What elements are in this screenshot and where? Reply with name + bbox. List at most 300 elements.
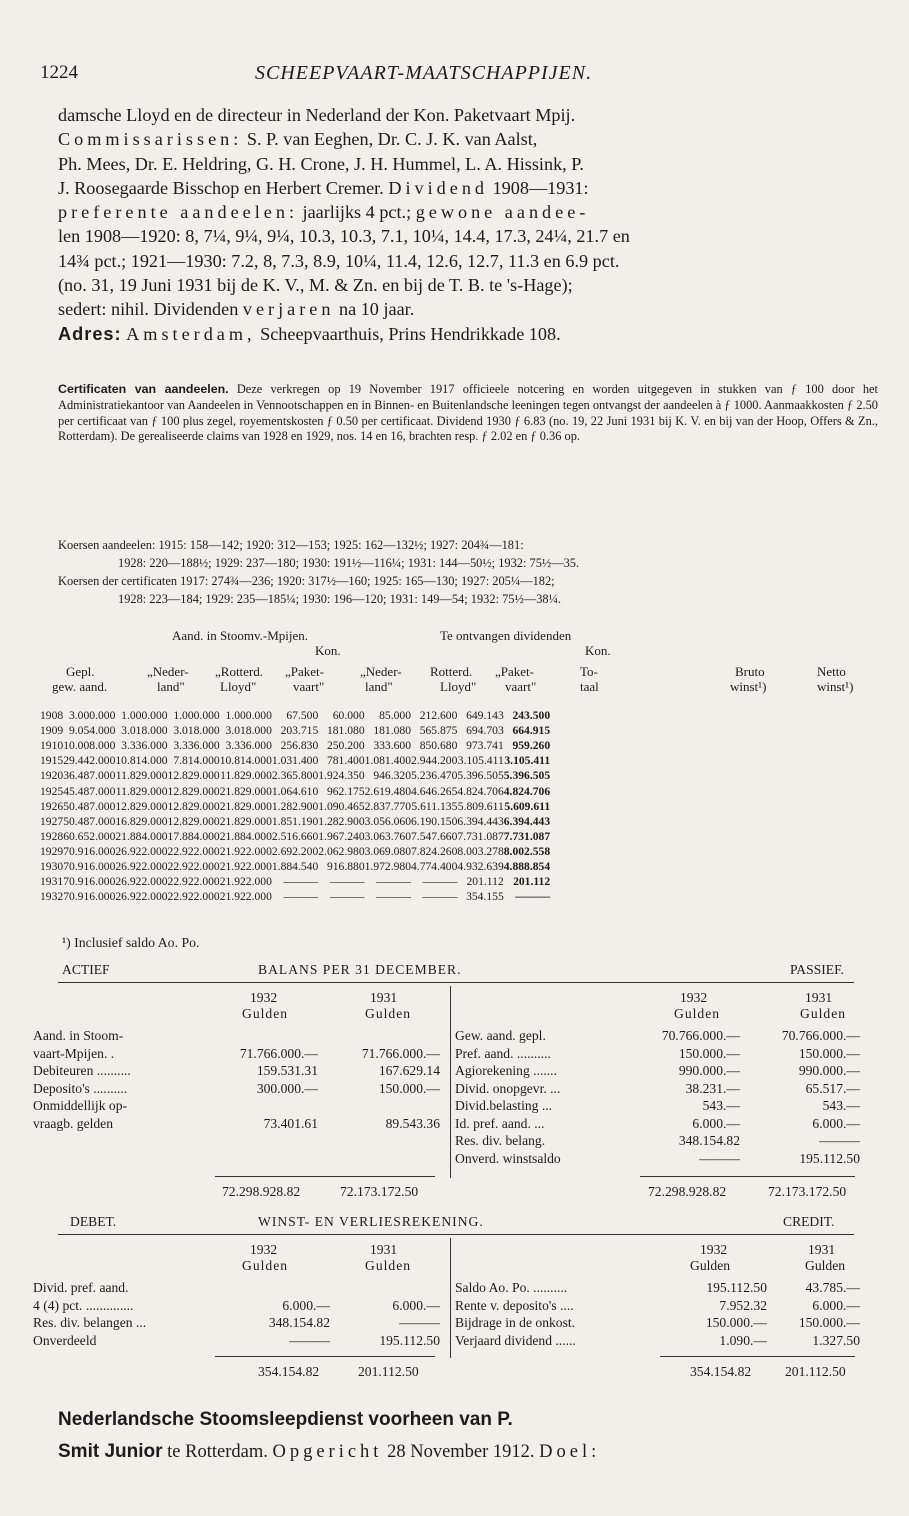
table-row (40, 814, 550, 829)
table-row (40, 723, 550, 738)
table-row (40, 889, 550, 904)
table-cell: 26.922.000 (115, 844, 168, 858)
table-cell: 3.018.000 (173, 724, 220, 738)
sheet-row-label: Res. div. belang. (455, 1133, 546, 1148)
table-cell: 2.619.480 (364, 784, 411, 798)
page-number: 1224 (40, 62, 78, 83)
column-header: „Rotterd. (215, 664, 264, 679)
table-cell: 1928 (40, 829, 64, 843)
sheet-row-value: 70.766.000.— (781, 1028, 860, 1043)
certificates-heading: Certificaten van aandeelen. (58, 382, 229, 396)
sheet-row-label: vaart-Mpijen. . (33, 1045, 115, 1061)
table-cell: 67.500 (286, 709, 319, 723)
column-header: vaart" (293, 679, 325, 694)
price-line: Koersen aandeelen: 1915: 158—142; 1920: 312—153; 1925: 162—132½; 1927: 204¾—181: (58, 538, 524, 552)
table-cell: 3.336.000 (225, 739, 272, 753)
table-cell: 3.105.411 (457, 754, 504, 768)
table-cell: 21.829.000 (219, 799, 272, 813)
sheet-row-value: 38.231.— (685, 1080, 740, 1096)
group-subheader: Kon. (585, 643, 611, 658)
table-cell: ——— (376, 875, 411, 889)
column-header: To- (580, 664, 598, 679)
total-value: 201.112.50 (358, 1364, 419, 1379)
table-cell: 1929 (40, 844, 64, 858)
table-cell: 256.830 (280, 739, 319, 753)
certificates-text: Deze verkregen op 19 November 1917 officieele notcering en worden uitgegeven in stukken van ƒ 100 door het Administratiekantoor van Aandeelen in Vennootschappen en in Binnen- en Buitenlandsche leeningen tegen ontvangst der aandeelen à ƒ 1000. Aanmaakkosten ƒ 2.50 per certificaat van ƒ 100 plus zegel, royementskosten ƒ 0.50 per certificaat. Dividend 1930 ƒ 6.83 (no. 19, 22 Juni 1931 bij K. V. en bij van der Hoop, Offers & Zn., Rotterdam). De gerealiseerde claims van 1928 en 1929, nos. 14 en 16, brachten resp. ƒ 2.02 en ƒ 0.36 op. (58, 382, 878, 444)
table-cell: 565.875 (419, 724, 458, 738)
lead-line: (no. 31, 19 Juni 1931 bij de K. V., M. & Zn. en bij de T. B. te 's-Hage); (58, 275, 573, 296)
table-cell: 70.916.000 (63, 890, 116, 904)
table-cell: 649.143 (466, 709, 504, 723)
unit-label: Gulden (242, 1006, 289, 1021)
total-rule (640, 1176, 855, 1177)
sheet-row-label: Deposito's .......... (33, 1080, 128, 1096)
table-cell: 1920 (40, 769, 64, 783)
table-cell: 5.809.611 (457, 799, 504, 813)
table-cell: 21.884.000 (115, 829, 168, 843)
sheet-row-value: 195.112.50 (799, 1150, 860, 1166)
table-row (40, 783, 550, 798)
table-cell: 26.922.000 (115, 875, 168, 889)
price-line: Koersen der certificaten 1917: 274¾—236; 1920: 317½—160; 1925: 165—130; 1927: 205¼—182; (58, 574, 555, 588)
table-cell: 2.837.770 (364, 799, 411, 813)
table-cell: 8.003.278 (457, 844, 504, 858)
sheet-row-label: Res. div. belangen ... (33, 1315, 147, 1330)
table-cell: ——— (283, 890, 319, 904)
table-cell: 45.487.000 (63, 784, 116, 798)
table-cell: 5.396.505 (503, 769, 551, 783)
sheet-row-value: 159.531.31 (256, 1063, 318, 1078)
unit-label: Gulden (690, 1258, 731, 1273)
table-cell: 1930 (40, 859, 64, 873)
table-cell: 12.829.000 (167, 814, 220, 828)
table-cell: 3.018.000 (225, 724, 272, 738)
table-cell: 1909 (40, 724, 64, 738)
next-company-entry: Nederlandsche Stoomsleepdienst voorheen van P. Smit Junior te Rotterdam. Opgericht 28 November 1912. Doel: (58, 1409, 601, 1462)
unit-label: Gulden (365, 1258, 412, 1273)
sheet-title: BALANS PER 31 DECEMBER. (258, 962, 462, 977)
table-cell: 201.112 (466, 875, 504, 889)
table-cell: 354.155 (466, 890, 504, 904)
sheet-row-label: Aand. in Stoom- (33, 1028, 124, 1043)
year-label: 1931 (805, 990, 833, 1005)
table-cell: 1910 (40, 739, 64, 753)
year-label: 1931 (370, 990, 398, 1005)
lead-line: Commissarissen: S. P. van Eeghen, Dr. C. J. K. van Aalst, (58, 129, 538, 150)
table-cell: 5.611.135 (411, 799, 458, 813)
table-cell: 10.814.000 (219, 754, 272, 768)
table-cell: 959.260 (512, 739, 551, 753)
sheet-row-label: Agiorekening ....... (455, 1063, 557, 1078)
table-cell: 6.190.150 (411, 814, 458, 828)
company-info (58, 103, 878, 346)
table-cell: 21.829.000 (219, 814, 272, 828)
sheet-row-label: Pref. aand. .......... (455, 1045, 551, 1061)
sheet-row-label: Gew. aand. gepl. (455, 1028, 546, 1043)
year-label: 1932 (250, 1242, 278, 1257)
table-cell: 12.829.000 (167, 784, 220, 798)
table-cell: 1.090.465 (318, 799, 365, 813)
sheet-row-label: Divid.belasting ... (455, 1098, 553, 1113)
table-cell: 10.814.000 (115, 754, 168, 768)
lead-line: 14¾ pct.; 1921—1930: 7.2, 8, 7.3, 8.9, 10¼, 11.4, 12.6, 12.7, 11.3 en 6.9 pct. (58, 250, 620, 271)
table-cell: 243.500 (512, 709, 551, 723)
table-cell: 1.000.000 (121, 709, 168, 723)
table-cell: ——— (422, 890, 458, 904)
sheet-row-value: 543.— (822, 1098, 860, 1113)
sheet-row-value: 6.000.— (282, 1297, 330, 1313)
sheet-row-value: 1.090.— (719, 1332, 767, 1348)
table-cell: ——— (376, 890, 411, 904)
year-label: 1932 (680, 990, 708, 1005)
footnote: ¹) Inclusief saldo Ao. Po. (62, 935, 200, 950)
sheet-row-value: 348.154.82 (268, 1315, 330, 1330)
table-cell: 60.000 (332, 709, 365, 723)
balance-sheet (0, 962, 909, 1212)
sheet-divider (450, 1238, 451, 1358)
table-cell: 181.080 (373, 724, 411, 738)
table-cell: 4.646.265 (411, 784, 458, 798)
table-cell: 26.922.000 (115, 859, 168, 873)
group-header: Aand. in Stoomv.-Mpijen. (172, 628, 309, 643)
table-cell: 2.365.800 (271, 769, 319, 783)
table-cell: 201.112 (513, 875, 551, 889)
sheet-row-value: 7.952.32 (719, 1297, 767, 1313)
table-cell: 17.884.000 (167, 829, 220, 843)
sheet-rule (58, 982, 854, 983)
profit-loss-account (0, 1214, 909, 1384)
total-value: 354.154.82 (258, 1364, 320, 1379)
unit-label: Gulden (800, 1006, 847, 1021)
table-cell: 21.922.000 (219, 890, 272, 904)
table-cell: 1.282.900 (318, 814, 365, 828)
year-label: 1932 (250, 990, 278, 1005)
sheet-row-value: ——— (819, 1133, 860, 1148)
total-value: 72.173.172.50 (768, 1184, 847, 1199)
year-label: 1932 (700, 1242, 728, 1257)
sheet-row-label: Id. pref. aand. ... (455, 1115, 545, 1131)
company-name: Smit Junior (58, 1441, 163, 1462)
column-header: Gepl. (66, 664, 95, 679)
table-row (40, 708, 550, 723)
table-cell: 850.680 (419, 739, 458, 753)
table-cell: 3.336.000 (173, 739, 220, 753)
table-cell: 29.442.000 (63, 754, 116, 768)
certificates-paragraph (58, 382, 878, 445)
table-cell: 70.916.000 (63, 844, 116, 858)
table-cell: 21.829.000 (219, 784, 272, 798)
sheet-row-value: 543.— (702, 1098, 740, 1113)
table-cell: 212.600 (419, 709, 458, 723)
price-line: 1928: 223—184; 1929: 235—185¼; 1930: 196—120; 1931: 149—54; 1932: 75½—38¼. (118, 592, 561, 606)
table-cell: ——— (329, 890, 365, 904)
table-cell: 2.692.200 (271, 844, 319, 858)
unit-label: Gulden (674, 1006, 721, 1021)
table-cell: 664.915 (512, 724, 551, 738)
unit-label: Gulden (805, 1258, 846, 1273)
group-header: Te ontvangen dividenden (440, 628, 572, 643)
table-cell: 3.018.000 (121, 724, 168, 738)
table-cell: 694.703 (466, 724, 504, 738)
table-row (40, 829, 550, 844)
table-row (40, 844, 550, 859)
table-cell: 7.547.660 (411, 829, 458, 843)
table-cell: 36.487.000 (63, 769, 116, 783)
table-cell: 333.600 (373, 739, 411, 753)
table-cell: 21.922.000 (219, 875, 272, 889)
sheet-row-value: 43.785.— (805, 1280, 860, 1295)
sheet-row-value: ——— (699, 1150, 740, 1166)
sheet-row-label: vraagb. gelden (33, 1115, 114, 1131)
sheet-row-value: 195.112.50 (379, 1332, 440, 1348)
table-cell: ——— (515, 890, 551, 904)
table-cell: 7.731.087 (457, 829, 504, 843)
lead-line: Ph. Mees, Dr. E. Heldring, G. H. Crone, J. H. Hummel, L. A. Hissink, P. (58, 153, 584, 174)
table-cell: 3.063.760 (364, 829, 411, 843)
sheet-row-value: 167.629.14 (378, 1063, 440, 1078)
table-cell: 203.715 (280, 724, 319, 738)
table-cell: 946.320 (373, 769, 411, 783)
table-cell: 21.922.000 (219, 844, 272, 858)
total-rule (660, 1356, 855, 1357)
table-cell: 12.829.000 (167, 799, 220, 813)
sheet-row-value: 990.000.— (798, 1063, 860, 1078)
sheet-row-label: Verjaard dividend ...... (455, 1332, 576, 1348)
table-cell: 1.031.400 (271, 754, 319, 768)
table-cell: 50.487.000 (63, 814, 116, 828)
sheet-row-label: Onmiddellijk op- (33, 1098, 128, 1113)
running-title: SCHEEPVAART-MAATSCHAPPIJEN. (255, 62, 593, 84)
table-cell: 16.829.000 (115, 814, 168, 828)
table-row (40, 859, 550, 874)
total-rule (215, 1176, 435, 1177)
table-cell: 1926 (40, 799, 64, 813)
company-name: Nederlandsche Stoomsleepdienst voorheen van P. (58, 1409, 513, 1430)
table-cell: 1.972.980 (364, 859, 411, 873)
table-cell: 1931 (40, 875, 64, 889)
sheet-row-value: 990.000.— (678, 1063, 740, 1078)
total-rule (215, 1356, 435, 1357)
table-cell: 1.924.350 (318, 769, 365, 783)
table-cell: 22.922.000 (167, 859, 220, 873)
price-line: 1928: 220—188½; 1929: 237—180; 1930: 191½—116¼; 1931: 144—50½; 1932: 75½—35. (118, 556, 580, 570)
table-cell: 4.824.706 (457, 784, 504, 798)
table-cell: 7.814.000 (173, 754, 220, 768)
table-cell: 85.000 (379, 709, 411, 723)
table-cell: 21.884.000 (219, 829, 272, 843)
sheet-row-label: Divid. pref. aand. (33, 1280, 129, 1295)
table-cell: 1.000.000 (225, 709, 272, 723)
column-header: „Neder- (360, 664, 402, 679)
table-cell: 12.829.000 (115, 799, 168, 813)
column-header: „Paket- (285, 664, 324, 679)
total-value: 201.112.50 (785, 1364, 846, 1379)
table-cell: ——— (422, 875, 458, 889)
sheet-row-value: 65.517.— (805, 1080, 860, 1096)
total-value: 354.154.82 (690, 1364, 752, 1379)
column-header: winst¹) (730, 679, 767, 694)
sheet-row-value: 73.401.61 (263, 1115, 318, 1131)
column-header: Netto (817, 664, 846, 679)
table-cell: 1927 (40, 814, 64, 828)
table-cell: 8.002.558 (503, 844, 551, 858)
sheet-row-value: 6.000.— (692, 1115, 740, 1131)
table-cell: 10.008.000 (63, 739, 116, 753)
table-cell: 3.105.411 (504, 754, 551, 768)
table-cell: 1.884.540 (271, 859, 319, 873)
table-cell: 181.080 (326, 724, 365, 738)
table-cell: 916.880 (326, 859, 365, 873)
column-header: „Neder- (147, 664, 189, 679)
sheet-title: WINST- EN VERLIESREKENING. (258, 1214, 484, 1229)
table-cell: 1915 (40, 754, 64, 768)
total-value: 72.173.172.50 (340, 1184, 419, 1199)
table-cell: 1.851.190 (271, 814, 319, 828)
table-cell: 9.054.000 (68, 724, 116, 738)
table-cell: ——— (283, 875, 319, 889)
table-cell: 22.922.000 (167, 890, 220, 904)
table-cell: 1.064.610 (271, 784, 319, 798)
total-value: 72.298.928.82 (648, 1184, 727, 1199)
sheet-row-value: 150.000.— (705, 1315, 767, 1330)
table-cell: 7.731.087 (503, 829, 551, 843)
sheet-row-value: ——— (399, 1315, 440, 1330)
sheet-row-label: 4 (4) pct. .............. (33, 1297, 134, 1313)
column-header: taal (580, 679, 599, 694)
column-header: winst¹) (817, 679, 854, 694)
table-cell: 22.922.000 (167, 875, 220, 889)
unit-label: Gulden (365, 1006, 412, 1021)
lead-line: sedert: nihil. Dividenden verjaren na 10 jaar. (58, 299, 415, 320)
table-cell: 5.609.611 (504, 799, 551, 813)
column-header: Rotterd. (430, 664, 473, 679)
column-header: land" (365, 679, 393, 694)
table-cell: 21.922.000 (219, 859, 272, 873)
table-cell: 50.487.000 (63, 799, 116, 813)
table-row (40, 768, 550, 783)
group-subheader: Kon. (315, 643, 341, 658)
table-cell: 2.516.660 (271, 829, 319, 843)
table-cell: 1.967.240 (318, 829, 365, 843)
table-cell: 6.394.443 (503, 814, 551, 828)
sheet-row-value: 1.327.50 (812, 1332, 860, 1348)
sheet-row-value: 71.766.000.— (239, 1045, 318, 1061)
table-cell: 1908 (40, 709, 64, 723)
table-cell: 70.916.000 (63, 875, 116, 889)
lead-line: preferente aandeelen: jaarlijks 4 pct.; gewone aandee- (58, 202, 590, 223)
table-cell: 7.824.260 (411, 844, 458, 858)
column-header: Lloyd" (440, 679, 477, 694)
table-cell: 5.236.470 (411, 769, 458, 783)
table-cell: 781.400 (326, 754, 365, 768)
table-cell: 4.932.639 (457, 859, 504, 873)
sheet-row-label: Onverdeeld (33, 1332, 97, 1348)
column-header: Lloyd" (220, 679, 257, 694)
table-cell: 4.774.400 (411, 859, 458, 873)
table-cell: 12.829.000 (167, 769, 220, 783)
table-cell: 1925 (40, 784, 64, 798)
year-label: 1931 (370, 1242, 398, 1257)
sheet-row-value: ——— (289, 1332, 330, 1348)
table-row (40, 799, 550, 814)
sheet-row-value: 150.000.— (378, 1080, 440, 1096)
sheet-right-title: CREDIT. (783, 1214, 835, 1229)
table-row (40, 753, 550, 768)
sheet-row-label: Bijdrage in de onkost. (455, 1315, 576, 1330)
column-header: Bruto (735, 664, 765, 679)
address-line: Adres: Amsterdam, Scheepvaarthuis, Prins Hendrikkade 108. (58, 323, 561, 344)
sheet-row-label: Debiteuren .......... (33, 1063, 131, 1078)
dividend-rows (40, 708, 550, 904)
table-cell: 1932 (40, 890, 64, 904)
sheet-row-value: 150.000.— (798, 1315, 860, 1330)
sheet-row-value: 70.766.000.— (661, 1028, 740, 1043)
total-value: 72.298.928.82 (222, 1184, 301, 1199)
lead-line: damsche Lloyd en de directeur in Nederland der Kon. Paketvaart Mpij. (58, 105, 576, 125)
table-cell: 2.944.200 (411, 754, 458, 768)
table-cell: 973.741 (466, 739, 504, 753)
table-cell: 250.200 (326, 739, 365, 753)
sheet-row-value: 195.112.50 (706, 1280, 767, 1295)
sheet-row-value: 150.000.— (798, 1045, 860, 1061)
table-cell: 3.069.080 (364, 844, 411, 858)
table-cell: 3.336.000 (121, 739, 168, 753)
sheet-rule (58, 1234, 854, 1235)
lead-line: len 1908—1920: 8, 7¼, 9¼, 9¼, 10.3, 10.3, 7.1, 10¼, 14.4, 17.3, 24¼, 21.7 en (58, 226, 630, 247)
column-header: vaart" (505, 679, 537, 694)
sheet-divider (450, 986, 451, 1178)
sheet-row-label: Rente v. deposito's .... (455, 1297, 574, 1313)
table-cell: 1.081.400 (364, 754, 411, 768)
table-cell: 962.175 (326, 784, 365, 798)
table-cell: 3.000.000 (68, 709, 116, 723)
sheet-row-value: 348.154.82 (678, 1133, 740, 1148)
sheet-row-label: Saldo Ao. Po. .......... (455, 1280, 568, 1295)
column-header: gew. aand. (52, 679, 108, 694)
column-header: „Paket- (495, 664, 534, 679)
table-cell: 6.394.443 (457, 814, 504, 828)
table-cell: 1.000.000 (173, 709, 220, 723)
column-header: land" (157, 679, 185, 694)
table-cell: 1.282.900 (271, 799, 319, 813)
sheet-left-title: ACTIEF (62, 962, 110, 977)
table-row (40, 738, 550, 753)
sheet-row-value: 6.000.— (812, 1297, 860, 1313)
table-cell: 4.888.854 (503, 859, 551, 873)
table-cell: 26.922.000 (115, 890, 168, 904)
table-cell: 11.829.000 (220, 769, 272, 783)
table-row (40, 874, 550, 889)
sheet-row-label: Divid. onopgevr. ... (455, 1080, 561, 1096)
sheet-row-value: 300.000.— (256, 1080, 318, 1096)
year-label: 1931 (808, 1242, 836, 1257)
price-history (58, 537, 878, 609)
sheet-row-value: 6.000.— (812, 1115, 860, 1131)
sheet-row-value: 6.000.— (392, 1297, 440, 1313)
table-cell: 22.922.000 (167, 844, 220, 858)
table-cell: ——— (329, 875, 365, 889)
sheet-left-title: DEBET. (70, 1214, 117, 1229)
lead-line: J. Roosegaarde Bisschop en Herbert Cremer. Dividend 1908—1931: (58, 177, 589, 198)
table-cell: 2.062.980 (318, 844, 365, 858)
table-cell: 11.829.000 (115, 769, 168, 783)
unit-label: Gulden (242, 1258, 289, 1273)
table-cell: 4.824.706 (503, 784, 551, 798)
sheet-right-title: PASSIEF. (790, 962, 844, 977)
table-cell: 60.652.000 (63, 829, 116, 843)
table-cell: 3.056.060 (364, 814, 411, 828)
sheet-row-label: Onverd. winstsaldo (455, 1150, 561, 1166)
